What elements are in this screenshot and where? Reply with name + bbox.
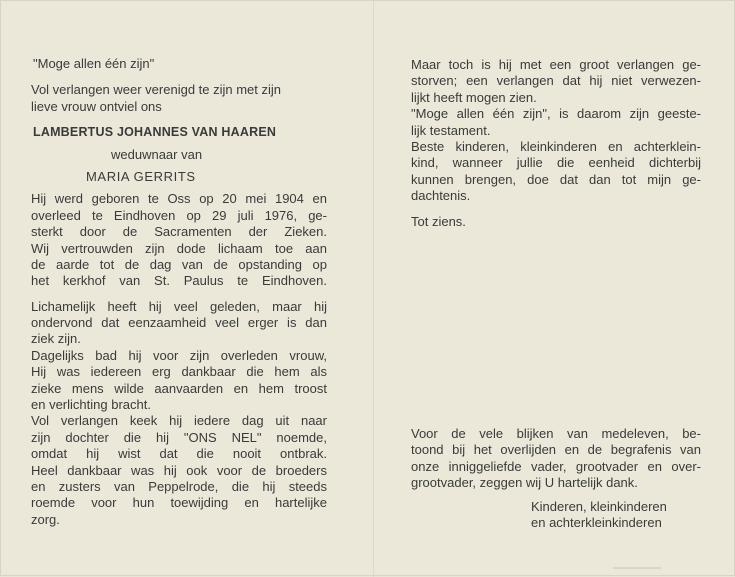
paragraph-line: zorg. <box>31 511 60 527</box>
paragraph-line: ondervond dat eenzaamheid veel erger is dan <box>31 315 327 331</box>
paragraph-line: sterkt door de Sacramenten der Zieken. <box>31 224 327 240</box>
paragraph-line: lijkt heeft mogen zien. <box>411 89 537 105</box>
thanks-line: toond bij het overlijden en de begrafenis van <box>411 442 701 458</box>
paragraph-line: kind, wanneer jullie die eenheid dichterbij <box>411 155 701 171</box>
paragraph-line: Lichamelijk heeft hij veel geleden, maar hij <box>31 298 327 314</box>
thanks-line: grootvader, zeggen wij U hartelijk dank. <box>411 475 638 491</box>
paragraph-line: overleed te Eindhoven op 29 juli 1976, ge- <box>31 207 327 223</box>
signature-block <box>531 499 667 532</box>
thanks-block <box>411 426 701 492</box>
intro-line: Vol verlangen weer verenigd te zijn met zijn <box>31 82 282 98</box>
signature-line: en achterkleinkinderen <box>531 515 662 531</box>
paragraph-line: Hij was iedereen erg dankbaar die hem als <box>31 364 327 380</box>
paragraph-line: Wij vertrouwden zijn dode lichaam toe aan <box>31 240 327 256</box>
thanks-line: onze inniggeliefde vader, grootvader en over- <box>411 458 701 474</box>
paragraph-line: zieke mens wilde aanvaarden en hem troost <box>31 380 327 396</box>
paragraph-line: Vol verlangen keek hij iedere dag uit naar <box>31 413 327 429</box>
paragraph-line: het kerkhof van St. Paulus te Eindhoven. <box>31 273 327 289</box>
intro-line: lieve vrouw ontviel ons <box>31 98 162 114</box>
paragraph-line: storven; een verlangen dat hij niet verwezen- <box>411 73 701 89</box>
thanks-line: Voor de vele blijken van medeleven, be- <box>411 426 701 441</box>
paragraph-line: lijk testament. <box>411 122 491 138</box>
paragraph-line: Beste kinderen, kleinkinderen en achterklein- <box>411 138 701 154</box>
motto: "Moge allen één zijn" <box>33 56 155 71</box>
right-page <box>411 57 701 230</box>
paragraph-line: Heel dankbaar was hij ook voor de broeders <box>31 462 327 478</box>
paragraph-line: "Moge allen één zijn", is daarom zijn geeste- <box>411 106 701 122</box>
paragraph-line: zijn dochter die hij "ONS NEL" noemde, <box>31 429 327 445</box>
paragraph-line: de aarde tot de dag van de opstanding op <box>31 256 327 272</box>
paragraph-line: omdat hij wist dat die nooit ontbrak. <box>31 446 327 462</box>
widower-of: weduwnaar van <box>111 146 203 162</box>
paragraph-line: roemde voor hun toewijding en hartelijke <box>31 495 327 511</box>
paragraph-line: Maar toch is hij met een groot verlangen ge- <box>411 57 701 72</box>
signature-line: Kinderen, kleinkinderen <box>531 499 667 514</box>
paragraph-line: dachtenis. <box>411 188 471 204</box>
paragraph-line: ziek zijn. <box>31 331 81 347</box>
deceased-name: LAMBERTUS JOHANNES VAN HAAREN <box>33 125 277 140</box>
card-fold <box>373 1 374 577</box>
paragraph-line: en verlichting bracht. <box>31 397 151 413</box>
paragraph-line: kunnen brengen, doe dat dan tot mijn ge- <box>411 171 701 187</box>
paragraph-line: Hij werd geboren te Oss op 20 mei 1904 en <box>31 191 327 207</box>
left-page <box>31 56 327 528</box>
paragraph-line: en zusters van Peppelrode, die hij steeds <box>31 478 327 494</box>
paragraph-line: Dagelijks bad hij voor zijn overleden vrouw, <box>31 347 327 363</box>
wife-name: MARIA GERRITS <box>86 168 196 184</box>
farewell: Tot ziens. <box>411 213 466 229</box>
corner-mark <box>613 567 661 569</box>
